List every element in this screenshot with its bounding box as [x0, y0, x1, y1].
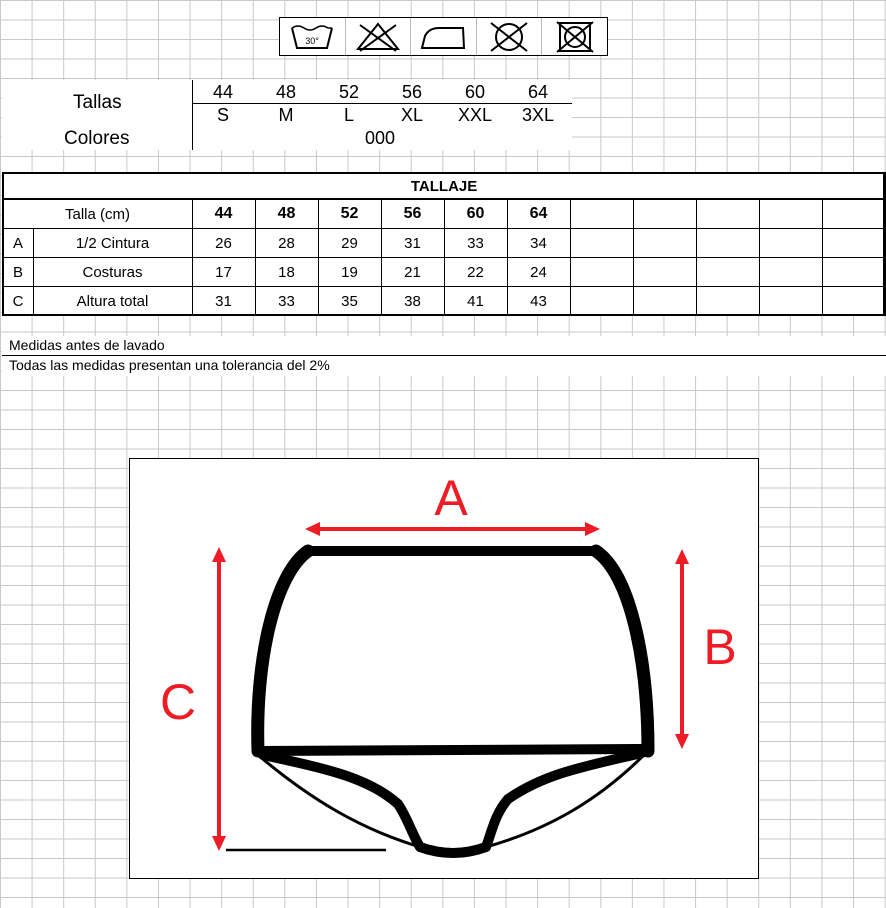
size-header-cell: 64 — [507, 199, 570, 229]
value-cell: 21 — [381, 258, 444, 287]
table-row — [3, 229, 885, 258]
size-num: 64 — [527, 82, 549, 102]
notes-block — [2, 336, 886, 376]
value-cell: 29 — [318, 229, 381, 258]
size-header-cell: 60 — [444, 199, 507, 229]
value-cell: 43 — [507, 287, 570, 316]
size-num: 56 — [401, 82, 423, 102]
note-line-1: Medidas antes de lavado — [9, 337, 165, 353]
label-a: A — [434, 470, 468, 526]
size-num: 52 — [338, 82, 360, 102]
value-cell: 38 — [381, 287, 444, 316]
table-header-row — [3, 199, 885, 229]
size-header-cell: 52 — [318, 199, 381, 229]
empty-cell — [822, 199, 885, 229]
table-row — [3, 258, 885, 287]
size-num: 60 — [464, 82, 486, 102]
size-num: 48 — [275, 82, 297, 102]
measurement-diagram — [129, 458, 759, 879]
value-cell: 41 — [444, 287, 507, 316]
iron-icon — [411, 18, 477, 55]
size-letter: XL — [400, 105, 424, 125]
empty-cell — [759, 229, 822, 258]
size-letter: L — [343, 105, 354, 125]
value-cell: 33 — [255, 287, 318, 316]
size-num: 44 — [212, 82, 234, 102]
no-tumble-dry-icon — [542, 18, 607, 55]
row-code: B — [3, 258, 33, 287]
garment-outline — [258, 551, 648, 853]
row-code: C — [3, 287, 33, 316]
talla-header-label: Talla (cm) — [3, 199, 192, 229]
empty-cell — [633, 229, 696, 258]
size-letter: S — [216, 105, 229, 125]
empty-cell — [696, 287, 759, 316]
empty-cell — [696, 229, 759, 258]
empty-cell — [696, 199, 759, 229]
tallas-label: Tallas — [73, 92, 122, 113]
row-code: A — [3, 229, 33, 258]
value-cell: 31 — [381, 229, 444, 258]
empty-cell — [570, 229, 633, 258]
no-dry-clean-icon — [477, 18, 543, 55]
colores-label: Colores — [64, 128, 130, 149]
empty-cell — [570, 287, 633, 316]
table-row — [3, 287, 885, 316]
empty-cell — [633, 258, 696, 287]
sizes-header — [0, 80, 886, 150]
value-cell: 19 — [318, 258, 381, 287]
no-bleach-icon — [346, 18, 412, 55]
empty-cell — [633, 199, 696, 229]
value-cell: 26 — [192, 229, 255, 258]
value-cell: 31 — [192, 287, 255, 316]
size-header-cell: 56 — [381, 199, 444, 229]
empty-cell — [570, 258, 633, 287]
empty-cell — [822, 229, 885, 258]
size-letter: M — [278, 105, 294, 125]
arrow-c — [212, 547, 226, 851]
size-header-cell: 48 — [255, 199, 318, 229]
value-cell: 34 — [507, 229, 570, 258]
arrow-b — [675, 549, 689, 749]
value-cell: 33 — [444, 229, 507, 258]
label-b: B — [703, 619, 737, 675]
value-cell: 17 — [192, 258, 255, 287]
empty-cell — [822, 287, 885, 316]
empty-cell — [759, 258, 822, 287]
row-label: Altura total — [33, 287, 192, 316]
empty-cell — [759, 199, 822, 229]
note-line-2: Todas las medidas presentan una tolerancia del 2% — [9, 357, 330, 373]
empty-cell — [822, 258, 885, 287]
size-letter: 3XL — [521, 105, 555, 125]
empty-cell — [633, 287, 696, 316]
wash-30-icon — [280, 18, 346, 55]
empty-cell — [759, 287, 822, 316]
value-cell: 22 — [444, 258, 507, 287]
wash-temp-label: 30° — [305, 35, 320, 46]
size-header-cell: 44 — [192, 199, 255, 229]
empty-cell — [696, 258, 759, 287]
value-cell: 24 — [507, 258, 570, 287]
colores-value: 000 — [364, 128, 396, 148]
empty-cell — [570, 199, 633, 229]
tallaje-table — [2, 172, 886, 316]
value-cell: 18 — [255, 258, 318, 287]
row-label: 1/2 Cintura — [33, 229, 192, 258]
size-letter: XXL — [457, 105, 493, 125]
care-symbols — [279, 17, 608, 56]
tallaje-title: TALLAJE — [3, 173, 885, 199]
value-cell: 35 — [318, 287, 381, 316]
label-c: C — [159, 674, 197, 730]
row-label: Costuras — [33, 258, 192, 287]
value-cell: 28 — [255, 229, 318, 258]
